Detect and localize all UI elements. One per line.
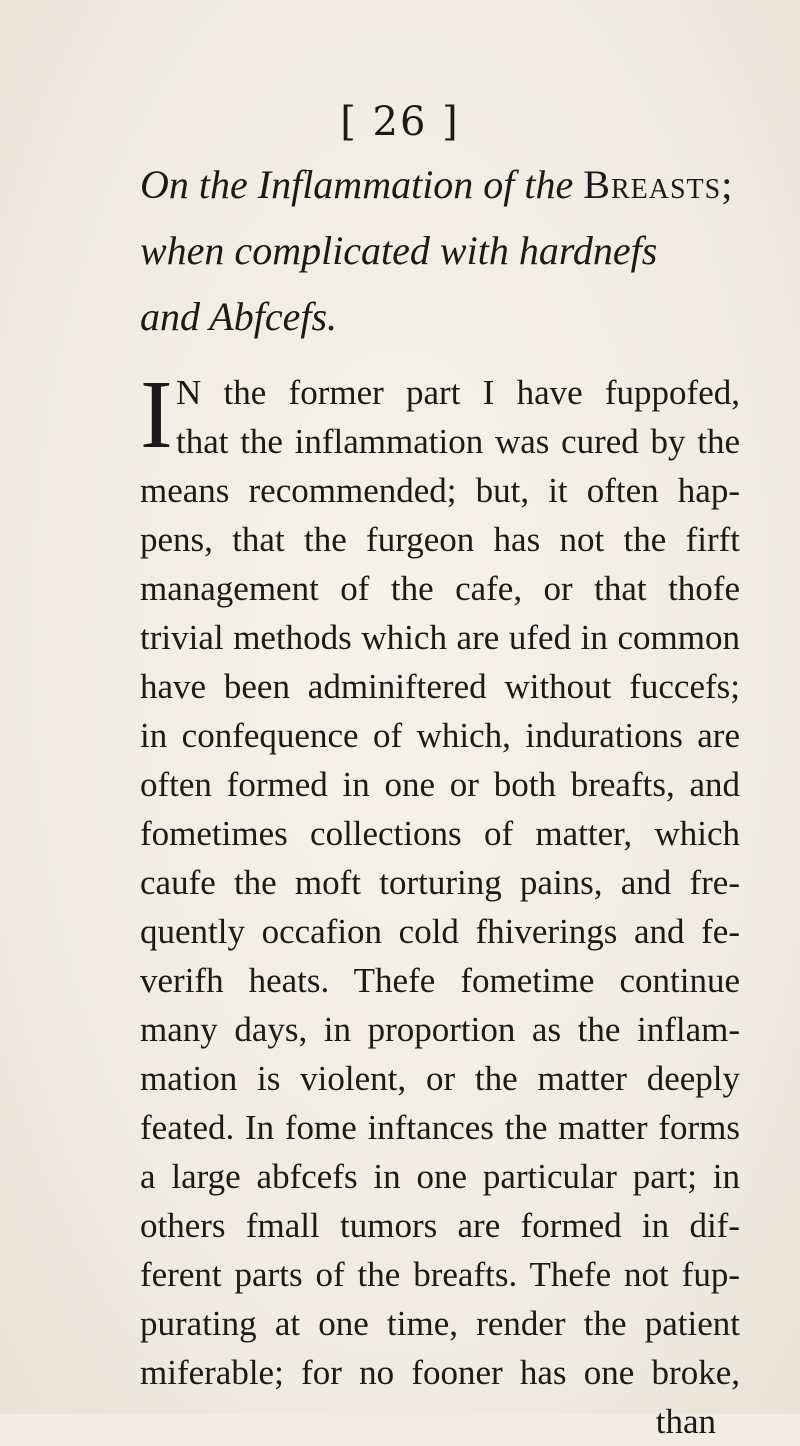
heading-line-1-text: On the Inflammation of the	[140, 162, 584, 207]
body-line: a large abfcefs in one particular part; in	[140, 1157, 740, 1196]
body-line: mation is violent, or the matter deeply	[140, 1059, 740, 1098]
body-line: means recommended; but, it often hap-	[140, 471, 740, 510]
body-line: management of the cafe, or that thofe	[140, 569, 740, 608]
body-line: have been adminiftered without fuccefs;	[140, 667, 740, 706]
body-line: many days, in proportion as the inflam-	[140, 1010, 740, 1049]
body-line: trivial methods which are ufed in common	[140, 618, 740, 657]
drop-cap: I	[140, 361, 173, 469]
chapter-heading	[140, 152, 734, 350]
body-line: purating at one time, render the patient	[140, 1304, 740, 1343]
heading-line-1-caps: Breasts;	[583, 162, 734, 207]
body-line: N the former part I have fuppofed,	[176, 373, 740, 412]
body-line: in confequence of which, indurations are	[140, 716, 740, 755]
body-line: often formed in one or both breafts, and	[140, 765, 740, 804]
heading-line-2: when complicated with hardnefs	[140, 228, 658, 273]
body-line: that the inflammation was cured by the	[176, 422, 740, 461]
body-line: fometimes collections of matter, which	[140, 814, 740, 853]
catchword: than	[655, 1402, 716, 1441]
body-line: pens, that the furgeon has not the firft	[140, 520, 740, 559]
body-line: miferable; for no fooner has one broke,	[140, 1353, 740, 1392]
body-line: ferent parts of the breafts. Thefe not fup-	[140, 1255, 740, 1294]
body-line: others fmall tumors are formed in dif-	[140, 1206, 740, 1245]
body-line: feated. In fome inftances the matter forms	[140, 1108, 740, 1147]
heading-line-3: and Abfcefs.	[140, 294, 338, 339]
body-line: verifh heats. Thefe fometime continue	[140, 961, 740, 1000]
body-line: caufe the moft torturing pains, and fre-	[140, 863, 740, 902]
body-line: quently occafion cold fhiverings and fe-	[140, 912, 740, 951]
heading-line-1	[140, 152, 734, 218]
page-number: [ 26 ]	[340, 99, 460, 145]
body-text	[140, 361, 740, 1446]
